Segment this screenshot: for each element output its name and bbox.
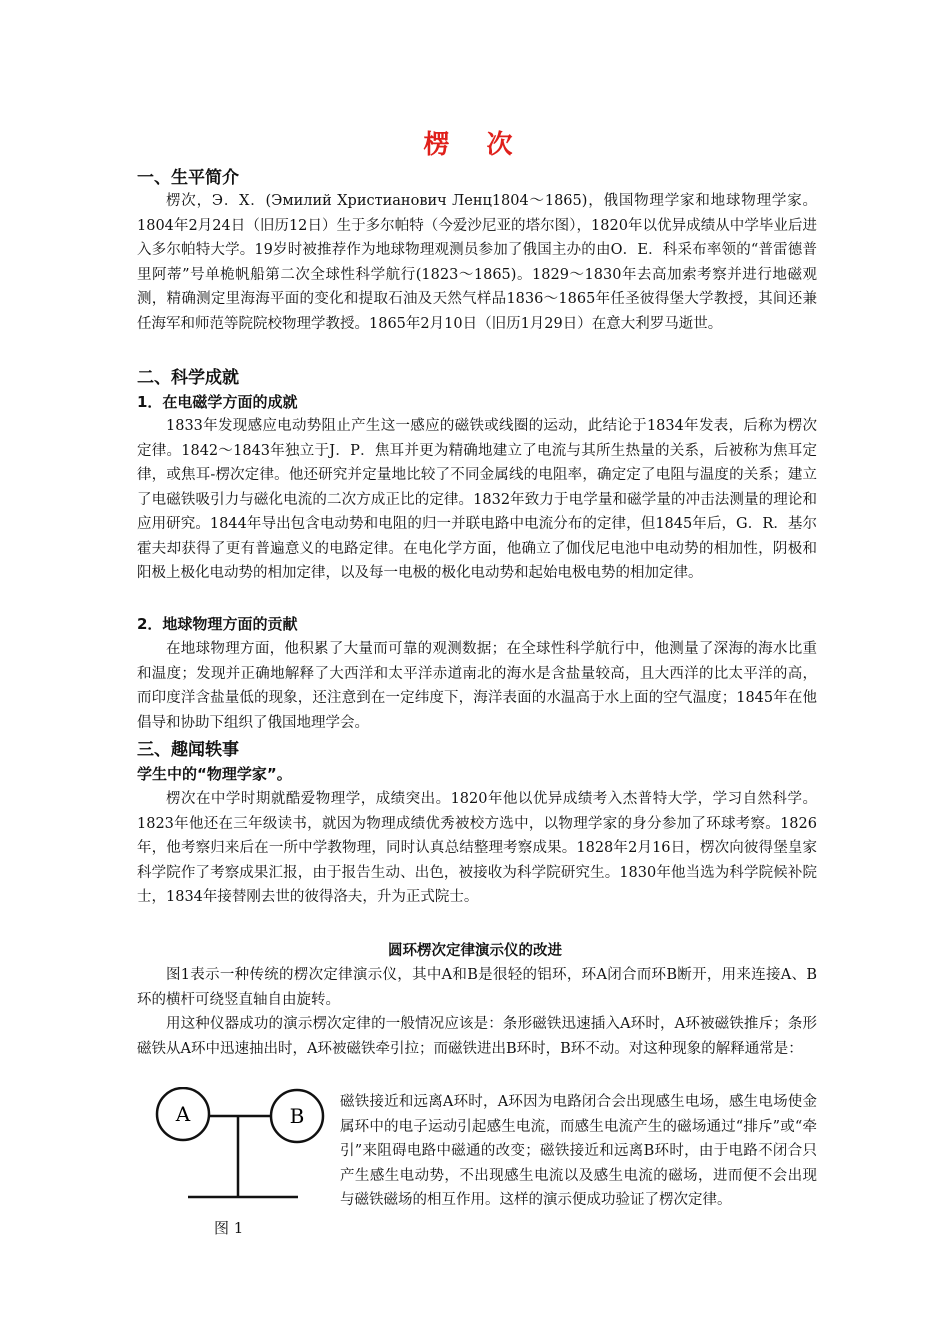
subheading-geophysics: 2．地球物理方面的贡献: [137, 615, 298, 633]
geophysics-paragraph: 在地球物理方面，他积累了大量而可靠的观测数据；在全球性科学航行中，他测量了深海的海水比重和温度；发现并正确地解释了大西洋和太平洋赤道南北的海水是含盐量较高，且大西洋的比太平洋的高，而印度洋含盐量低的现象，还注意到在一定纬度下，海洋表面的水温高于水上面的空气温度；1845年在他倡导和协助下组织了俄国地理学会。: [137, 641, 817, 731]
demo-paragraph-1: 图1表示一种传统的楞次定律演示仪，其中A和B是很轻的铝环，环A闭合而环B断开，用来连接A、B环的横杆可绕竖直轴自由旋转。: [137, 967, 817, 1008]
demo-section-title: 圆环楞次定律演示仪的改进: [388, 943, 562, 959]
subheading-student-physicist: 学生中的“物理学家”。: [137, 765, 292, 783]
section-heading-achievements: 二、科学成就: [137, 368, 239, 388]
figure-1-diagram: [150, 1087, 330, 1212]
section-heading-anecdotes: 三、趣闻轶事: [137, 740, 239, 760]
demo-paragraph-2: 用这种仪器成功的演示楞次定律的一般情况应该是：条形磁铁迅速插入A环时，A环被磁铁推斥；条形磁铁从A环中迅速抽出时，A环被磁铁牵引拉；而磁铁进出B环时，B环不动。对这种现象的解释通常是：: [137, 1016, 817, 1057]
biography-paragraph: 楞次，Э．Х．(Эмилий Христианович Ленц1804～1865)，俄国物理学家和地球物理学家。1804年2月24日（旧历12日）生于多尔帕特（今爱沙尼亚的塔尔图），1820年以优异成绩从中学毕业后进入多尔帕特大学。19岁时被推荐作为地球物理观测员参加了俄国主办的由O．E．科采布率领的“普雷德普里阿蒂”号单桅帆船第二次全球性科学航行(1823～1865)。1829～1830年去高加索考察并进行地磁观测，精确测定里海海平面的变化和提取石油及天然气样品1836～1865年任圣彼得堡大学教授，其间还兼任海军和师范等院院校物理学教授。1865年2月10日（旧历1月29日）在意大利罗马逝世。: [137, 193, 817, 332]
demo-paragraph-2-wrapped: 磁铁接近和远离A环时，A环因为电路闭合会出现感生电场，感生电场使金属环中的电子运动引起感生电流，而感生电流产生的磁场通过“排斥”或“牵引”来阻碍电路中磁通的改变；磁铁接近和远离B环时，由于电路不闭合只产生感生电动势，不出现感生电流以及感生电流的磁场，进而便不会出现与磁铁磁场的相互作用。这样的演示便成功验证了楞次定律。: [340, 1094, 817, 1208]
ring-a-label: A: [175, 1102, 191, 1126]
electromagnetism-paragraph: 1833年发现感应电动势阻止产生这一感应的磁铁或线圈的运动，此结论于1834年发表，后称为楞次定律。1842～1843年独立于J．P．焦耳并更为精确地建立了电流与其所生热量的关系，后被称为焦耳定律，或焦耳-楞次定律。他还研究并定量地比较了不同金属线的电阻率，确定定了电阻与温度的关系；建立了电磁铁吸引力与磁化电流的二次方成正比的定律。1832年致力于电学量和磁学量的冲击法测量的理论和应用研究。1844年导出包含电动势和电阻的归一并联电路中电流分布的定律，但1845年后，G．R．基尔霍夫却获得了更有普遍意义的电路定律。在电化学方面，他确立了伽伐尼电池中电动势的相加性，阴极和阳极上极化电动势的相加定律，以及每一电极的极化电动势和起始电极电势的相加定律。: [137, 418, 817, 581]
subheading-electromagnetism: 1．在电磁学方面的成就: [137, 393, 298, 411]
figure-1-caption: 图 1: [214, 1219, 244, 1237]
anecdote-paragraph: 楞次在中学时期就酷爱物理学，成绩突出。1820年他以优异成绩考入杰普特大学，学习自然科学。1823年他还在三年级读书，就因为物理成绩优秀被校方选中，以物理学家的身分参加了环球考察。1826年，他考察归来后在一所中学教物理，同时认真总结整理考察成果。1828年2月16日，楞次向彼得堡皇家科学院作了考察成果汇报，由于报告生动、出色，被接收为科学院研究生。1830年他当选为科学院候补院士，1834年接替刚去世的彼得洛夫，升为正式院士。: [137, 791, 817, 905]
section-heading-biography: 一、生平简介: [137, 168, 239, 188]
page-title: 楞 次: [423, 130, 527, 160]
ring-b-label: B: [289, 1104, 305, 1128]
